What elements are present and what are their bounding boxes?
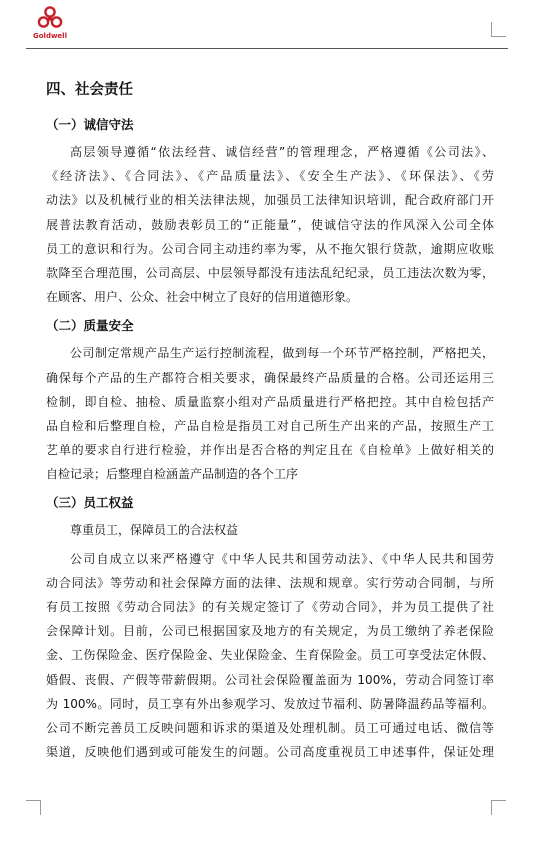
paragraph-line: 婚假、丧假、产假等带薪假期。公司社会保险覆盖面为 100%，劳动合同签订率 [46,672,494,687]
paragraph-line: 艺单的要求自行进行检验，并作出是否合格的判定且在《自检单》上做好相关的 [46,443,494,458]
paragraph-line: 公司制定常规产品生产运行控制流程，做到每一个环节严格控制，严格把关， [70,346,494,361]
paragraph-line: 在顾客、用户、公众、社会中树立了良好的信用道德形象。 [46,290,359,305]
paragraph-line: 员工的意识和行为。公司合同主动违约率为零，从不拖欠银行贷款，逾期应收账 [46,241,494,256]
paragraph-line: 品自检和后整理自检，产品自检是指员工对自己所生产出来的产品，按照生产工 [46,418,494,433]
paragraph-line: 金、工伤保险金、医疗保险金、失业保险金、生育保险金。员工可享受法定休假、 [46,648,494,663]
header-rule [26,48,508,49]
paragraph-line: 展普法教育活动，鼓励表彰员工的“正能量”，使诚信守法的作风深入公司全体 [46,217,494,232]
paragraph-line: 会保障计划。目前，公司已根据国家及地方的有关规定，为员工缴纳了养老保险 [46,624,494,639]
paragraph-line: 有员工按照《劳动合同法》的有关规定签订了《劳动合同》，并为员工提供了社 [46,600,494,614]
paragraph-employee-intro [46,518,494,542]
subsection-title-employee-rights: （三）员工权益 [46,495,134,511]
logo-wordmark: Goldwell [33,32,67,40]
paragraph-line: 确保每个产品的生产都符合相关要求，确保最终产品质量的合格。公司还运用三 [46,370,494,385]
subsection-title-quality: （二）质量安全 [46,318,134,334]
subsection-title-integrity: （一）诚信守法 [46,117,134,132]
document-body [46,76,494,768]
goldwell-emblem-icon [36,5,64,31]
paragraph-line: 尊重员工，保障员工的合法权益 [70,523,239,538]
paragraph-employee-rights [46,547,494,765]
paragraph-line: 公司不断完善员工反映问题和诉求的渠道及处理机制。员工可通过电话、微信等 [46,720,494,735]
crop-mark-top-right [491,22,506,37]
paragraph-quality [46,341,494,486]
paragraph-line: 动法》以及机械行业的相关法律法规，加强员工法律知识培训，配合政府部门开 [46,193,494,208]
paragraph-line: 高层领导遵循“依法经营、诚信经营”的管理理念，严格遵循《公司法》、 [70,145,494,159]
paragraph-line: 《经济法》、《合同法》、《产品质量法》、《安全生产法》、《环保法》、《劳 [46,169,494,184]
paragraph-line: 为 100%。同时，员工享有外出参观学习、发放过节福利、防暑降温药品等福利。 [46,696,494,711]
crop-mark-bottom-right [491,800,506,815]
paragraph-line: 公司自成立以来严格遵守《中华人民共和国劳动法》、《中华人民共和国劳 [70,551,494,566]
section-title: 四、社会责任 [46,82,133,98]
crop-mark-bottom-left [26,800,41,815]
company-logo [26,5,74,45]
paragraph-line: 检制，即自检、抽检、质量监察小组对产品质量进行严格把控。其中自检包括产 [46,394,494,409]
paragraph-line: 自检记录；后整理自检涵盖产品制造的各个工序 [46,467,299,482]
paragraph-line: 渠道，反映他们遇到或可能发生的问题。公司高度重视员工申述事件，保证处理 [46,745,494,760]
paragraph-integrity [46,140,494,309]
paragraph-line: 动合同法》等劳动和社会保障方面的法律、法规和规章。实行劳动合同制，与所 [46,575,494,590]
paragraph-line: 款降至合理范围，公司高层、中层领导都没有违法乱纪纪录，员工违法次数为零， [46,265,494,280]
